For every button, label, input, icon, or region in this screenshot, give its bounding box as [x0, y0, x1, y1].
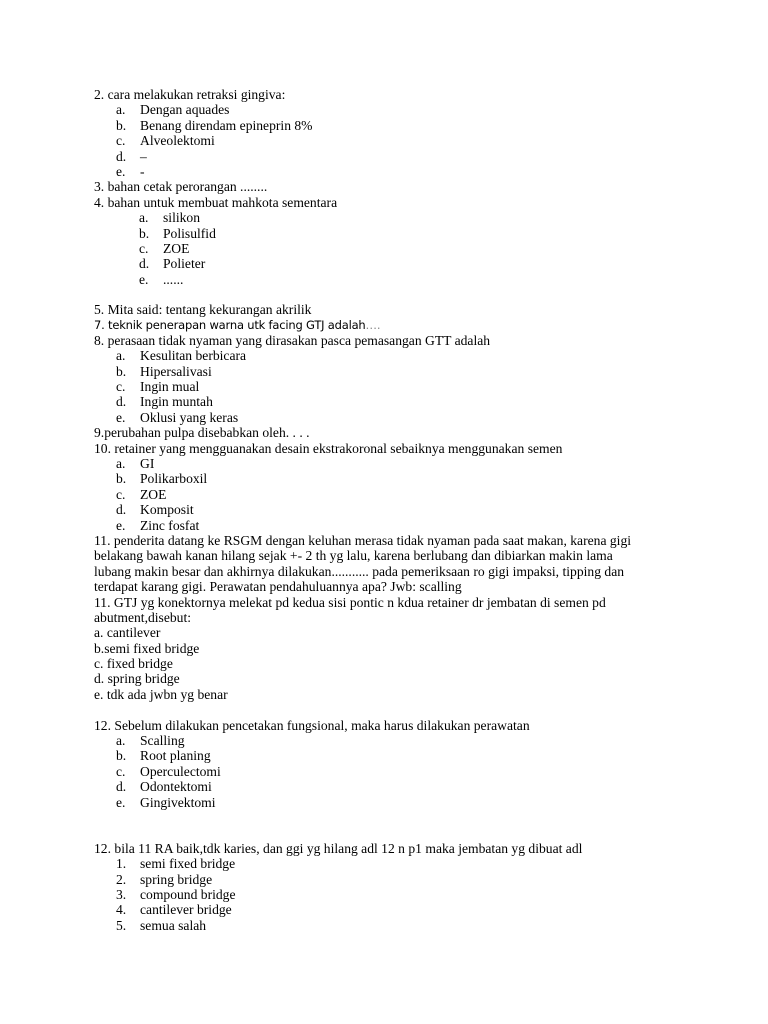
- option-text: Komposit: [140, 502, 194, 517]
- option-text: Root planing: [140, 748, 211, 763]
- option-label: c.: [116, 133, 126, 148]
- q2-option-c: [116, 133, 215, 148]
- option-label: c.: [139, 241, 149, 256]
- q4-option-e: [139, 272, 183, 287]
- option-label: e.: [116, 164, 126, 179]
- option-label: e.: [116, 518, 126, 533]
- option-text: Zinc fosfat: [140, 518, 200, 533]
- question-7-dots: ….: [365, 318, 381, 332]
- q10-option-b: [116, 471, 207, 486]
- option-label: d.: [116, 502, 127, 517]
- option-label: a.: [116, 348, 126, 363]
- option-text: -: [140, 164, 145, 179]
- option-text: Kesulitan berbicara: [140, 348, 247, 363]
- option-text: GI: [140, 456, 155, 471]
- option-text: Polisulfid: [163, 226, 216, 241]
- option-label: a.: [139, 210, 149, 225]
- question-4: 4. bahan untuk membuat mahkota sementara: [94, 195, 338, 210]
- option-text: semua salah: [140, 918, 207, 933]
- q11b-option-e: e. tdk ada jwbn yg benar: [94, 687, 228, 702]
- q2-option-b: [116, 118, 313, 133]
- q10-option-c: [116, 487, 166, 502]
- question-7-text: 7. teknik penerapan warna utk facing GTJ adalah: [94, 318, 366, 332]
- option-label: c.: [116, 487, 126, 502]
- option-label: a.: [116, 733, 126, 748]
- question-3: 3. bahan cetak perorangan ........: [94, 179, 268, 194]
- option-text: Alveolektomi: [140, 133, 215, 148]
- q4-option-a: [139, 210, 200, 225]
- option-label: d.: [116, 394, 127, 409]
- option-label: e.: [116, 410, 126, 425]
- option-text: Polieter: [163, 256, 206, 271]
- q4-option-b: [139, 226, 216, 241]
- option-label: a.: [116, 102, 126, 117]
- option-text: Odontektomi: [140, 779, 212, 794]
- option-text: cantilever bridge: [140, 902, 232, 917]
- option-text: Benang direndam epineprin 8%: [140, 118, 313, 133]
- q12a-option-b: [116, 748, 211, 763]
- option-text: Gingivektomi: [140, 795, 216, 810]
- option-text: Oklusi yang keras: [140, 410, 239, 425]
- option-text: Scalling: [140, 733, 185, 748]
- option-label: b.: [139, 226, 150, 241]
- q8-option-b: [116, 364, 212, 379]
- option-text: Ingin muntah: [140, 394, 213, 409]
- option-label: d.: [139, 256, 150, 271]
- option-text: ZOE: [163, 241, 190, 256]
- q10-option-a: [116, 456, 154, 471]
- q11b-option-b: b.semi fixed bridge: [94, 641, 200, 656]
- question-11a-line-1: 11. penderita datang ke RSGM dengan keluhan merasa tidak nyaman pada saat makan, karena gigi: [94, 533, 632, 548]
- option-label: b.: [116, 364, 127, 379]
- q11b-option-d: d. spring bridge: [94, 671, 180, 686]
- question-9: 9.perubahan pulpa disebabkan oleh. . . .: [94, 425, 310, 440]
- option-label: a.: [116, 456, 126, 471]
- q12b-option-1: [116, 856, 235, 871]
- option-label: e.: [116, 795, 126, 810]
- option-label: 5.: [116, 918, 127, 933]
- option-text: –: [140, 149, 147, 164]
- question-11a-line-3: lubang makin besar dan akhirnya dilakukan........... pada pemeriksaan ro gigi impaksi, tipping dan: [94, 564, 625, 579]
- option-text: compound bridge: [140, 887, 236, 902]
- q11b-option-a: a. cantilever: [94, 625, 161, 640]
- option-text: Polikarboxil: [140, 471, 208, 486]
- question-2: 2. cara melakukan retraksi gingiva:: [94, 87, 286, 102]
- option-text: spring bridge: [140, 872, 213, 887]
- question-11b-line-2: abutment,disebut:: [94, 610, 192, 625]
- option-text: Hipersalivasi: [140, 364, 212, 379]
- option-text: ZOE: [140, 487, 167, 502]
- option-label: 2.: [116, 872, 127, 887]
- option-text: Operculectomi: [140, 764, 221, 779]
- q8-option-c: [116, 379, 199, 394]
- q12b-option-5: [116, 918, 206, 933]
- option-label: b.: [116, 471, 127, 486]
- question-12b: 12. bila 11 RA baik,tdk karies, dan ggi yg hilang adl 12 n p1 maka jembatan yg dibuat adl: [94, 841, 583, 856]
- option-label: d.: [116, 149, 127, 164]
- q12a-option-c: [116, 764, 221, 779]
- q2-option-a: [116, 102, 229, 117]
- q12b-option-2: [116, 872, 212, 887]
- q4-option-d: [139, 256, 205, 271]
- option-text: ......: [163, 272, 184, 287]
- q10-option-d: [116, 502, 194, 517]
- q12a-option-e: [116, 795, 216, 810]
- q10-option-e: [116, 518, 199, 533]
- q8-option-a: [116, 348, 246, 363]
- q4-option-c: [139, 241, 189, 256]
- option-label: b.: [116, 748, 127, 763]
- q2-option-e: [116, 164, 145, 179]
- option-label: 1.: [116, 856, 127, 871]
- question-7: [94, 318, 380, 333]
- q2-option-d: [116, 149, 147, 164]
- question-10: 10. retainer yang mengguanakan desain ekstrakoronal sebaiknya menggunakan semen: [94, 441, 563, 456]
- q11b-option-c: c. fixed bridge: [94, 656, 173, 671]
- option-text: semi fixed bridge: [140, 856, 236, 871]
- option-label: c.: [116, 379, 126, 394]
- option-label: d.: [116, 779, 127, 794]
- question-12a: 12. Sebelum dilakukan pencetakan fungsional, maka harus dilakukan perawatan: [94, 718, 530, 733]
- question-8: 8. perasaan tidak nyaman yang dirasakan pasca pemasangan GTT adalah: [94, 333, 491, 348]
- option-label: 3.: [116, 887, 127, 902]
- q12a-option-a: [116, 733, 185, 748]
- option-label: e.: [139, 272, 149, 287]
- option-label: b.: [116, 118, 127, 133]
- q12b-option-4: [116, 902, 232, 917]
- q8-option-d: [116, 394, 213, 409]
- q8-option-e: [116, 410, 238, 425]
- question-11a-line-2: belakang bawah kanan hilang sejak +- 2 th yg lalu, karena berlubang dan dibiarkan makin lama: [94, 548, 613, 563]
- option-text: Dengan aquades: [140, 102, 230, 117]
- question-11b-line-1: 11. GTJ yg konektornya melekat pd kedua sisi pontic n kdua retainer dr jembatan di semen pd: [94, 595, 606, 610]
- option-label: c.: [116, 764, 126, 779]
- option-text: Ingin mual: [140, 379, 200, 394]
- q12a-option-d: [116, 779, 212, 794]
- q12b-option-3: [116, 887, 236, 902]
- option-text: silikon: [163, 210, 201, 225]
- option-label: 4.: [116, 902, 127, 917]
- question-5: 5. Mita said: tentang kekurangan akrilik: [94, 302, 312, 317]
- question-11a-line-4: terdapat karang gigi. Perawatan pendahuluannya apa? Jwb: scalling: [94, 579, 462, 594]
